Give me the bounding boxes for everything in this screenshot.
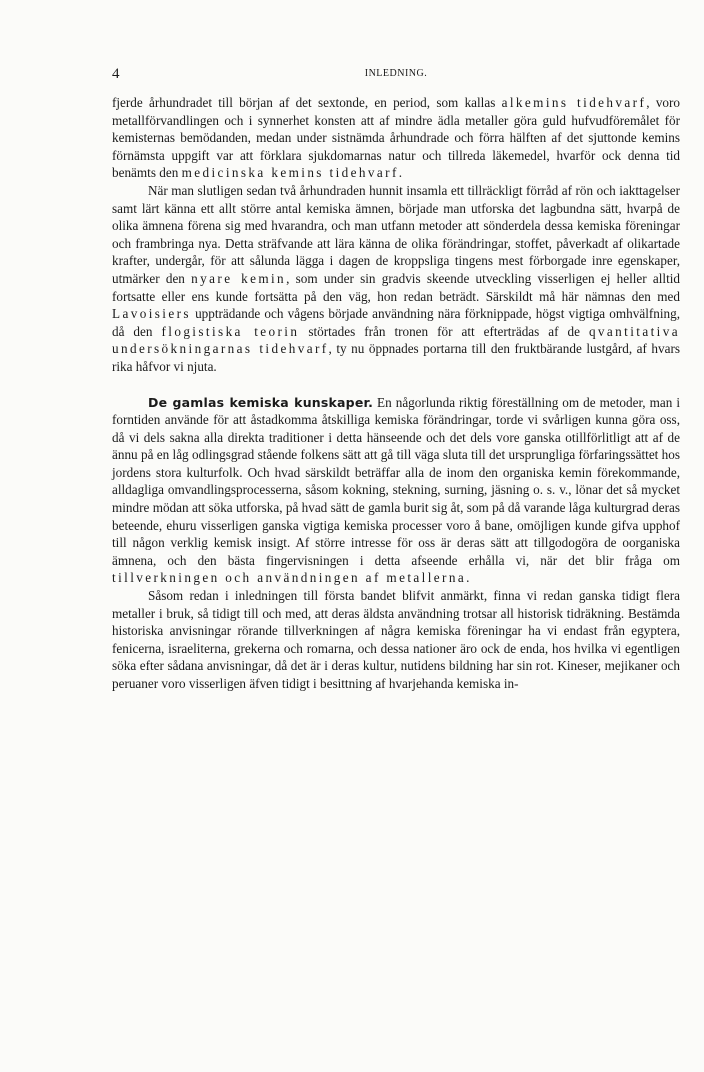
emphasis-tillverkningen: tillverkningen och användningen af metallerna xyxy=(112,570,467,586)
paragraph-nyare-kemin: När man slutligen sedan två århundraden hunnit insamla ett tillräckligt förråd af rön och iakttagelser samt lärt känna ett allt större antal kemiska ämnen, började man utforska det lagbundna sätt, hvarpå de olika ämnena förena sig med hvarandra, och man utfann metoder att sönderdela dessa kemiska föreningar och frambringa nya. Detta sträfvande att lära känna de olika förändringar, stoffet, påverkadt af olikartade krafter, undergår, för att sålunda lägga i dagen de kroppsliga tingens mest förborgade inre egenskaper, utmärker den nyare kemin, som under sin gradvis skeende utveckling visserligen ej heller alltid fortsatte eller ens kunde fortsätta på den väg, hon redan beträdt. Särskildt må här nämnas den med Lavoisiers uppträdande och vågens började användning nära förknippade, högst vigtiga omhvälfning, då den flogistiska teorin störtades från tronen för att efterträdas af de qvantitativa undersökningarnas tidehvarf, ty nu öppnades portarna till den fruktbärande lustgård, af hvars rika håfvor vi njuta. xyxy=(112,182,681,374)
emphasis-lavoisiers: Lavoisiers xyxy=(112,306,191,322)
page-header xyxy=(112,66,680,84)
emphasis-nyare-kemin: nyare kemin xyxy=(191,270,287,286)
running-title: INLEDNING. xyxy=(364,68,428,79)
paragraph-metaller: Såsom redan i inledningen till första bandet blifvit anmärkt, finna vi redan ganska tidigt flera metaller i bruk, så tidigt till och med, att deras äldsta användning trotsar all historisk tidräkning. Bestämda historiska anvisningar rörande tillverkningen af några kemiska föreningar ha vi endast från egyptera, fenicerna, israeliterna, grekerna och romarna, och dessa nationer äro ock de enda, hos hvilka vi egentligen söka efter sådana anvisningar, då det är i deras kultur, nutidens bildning har sin rot. Kineser, mejikaner och peruaner voro visserligen äfven tidigt i besittning af hvarjehanda kemiska in- xyxy=(112,588,680,691)
paragraph-continuation: fjerde århundradet till början af det sextonde, en period, som kallas alkemins tidehvarf, voro metallförvandlingen och i synnerhet konsten att af mindre ädla metaller göra guld hufvudföremålet för kemisternas bemödanden, medan under sistnämda århundrade och förra hälften af det sjuttonde kemins förnämsta uppgift var att förklara sjukdomarnas natur och tillreda läkemedel, hvarför ock denna tid benämts den medicinska kemins tidehvarf. xyxy=(112,95,680,181)
emphasis-alkemins-tidehvarf: alkemins tidehvarf xyxy=(501,95,647,110)
paragraph-gamlas-kunskaper: De gamlas kemiska kunskaper. En någorlunda riktig föreställning om de metoder, man i forntiden använde för att åstadkomma åtskilliga kemiska förändringar, torde vi svårligen kunna göra oss, då vi dels sakna alla direkta traditioner i detta hänseende och det dels vore ganska otillförlitligt att af de ännu på en låg odlingsgrad stående folkens sätt att gå till väga sluta till det ursprungliga förfaringssättet hos jordens stora kulturfolk. Och hvad särskildt beträffar alla de inom den organiska kemin förekommande, alldagliga omvandlingsprocesserna, såsom kokning, stekning, surning, jäsning o. s. v., lönar det så mycket mindre mödan att söka utforska, på hvad sätt de gamla burit sig åt, som på då varande låga kulturgrad deras beteende, ehuru visserligen ganska vigtiga kemiska processer voro å bane, omöjligen kunde gifva upphof till någon verklig kemisk insigt. Af större intresse för oss är deras sätt att tillgodogöra de oorganiska ämnena, och den bästa fingervisningen i detta afseende erhålla vi, när det blir fråga om tillverkningen och användningen af metallerna. xyxy=(112,394,681,586)
section-heading: De gamlas kemiska kunskaper. xyxy=(148,394,374,410)
page-body xyxy=(112,94,680,693)
page-number: 4 xyxy=(112,66,120,82)
section-gap xyxy=(112,376,680,394)
emphasis-flogistiska-teorin: flogistiska teorin xyxy=(161,323,300,339)
emphasis-medicinska-kemins: medicinska kemins tidehvarf xyxy=(181,165,399,181)
emphasis-qvantitativa: qvantitativa undersökningarnas tidehvarf xyxy=(112,323,680,357)
